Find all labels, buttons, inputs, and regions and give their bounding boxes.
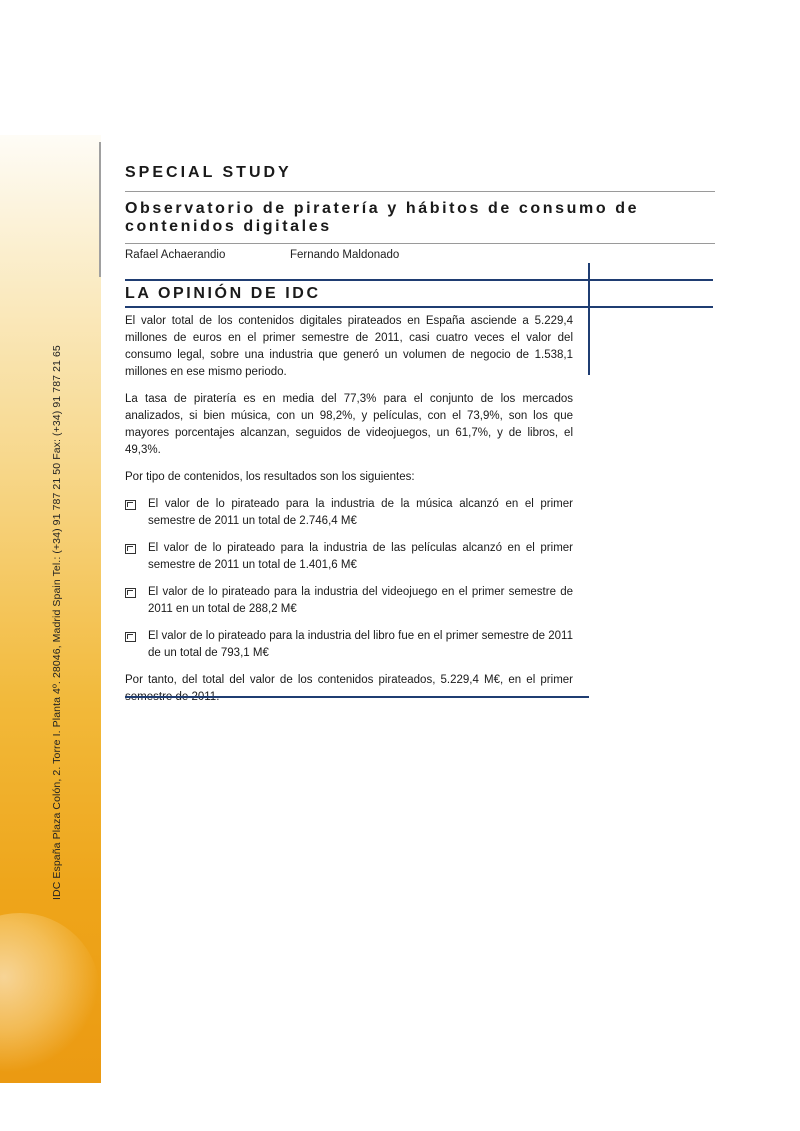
list-item-text: El valor de lo pirateado para la industria de las películas alcanzó en el primer semestre de 2011 un total de 1.401,6 M€ xyxy=(148,542,573,571)
section-bottom-rule xyxy=(125,306,713,308)
bullet-icon xyxy=(125,544,136,554)
sidebar-address: IDC España Plaza Colón, 2. Torre I. Planta 4º. 28046, Madrid Spain Tel.: (+34) 91 787 21 50 Fax: (+34) 91 787 21 65 xyxy=(51,345,63,900)
section-vertical-rule xyxy=(588,263,590,375)
list-item-text: El valor de lo pirateado para la industria del libro fue en el primer semestre de 2011 de un total de 793,1 M€ xyxy=(148,630,573,659)
sidebar-divider xyxy=(99,142,101,277)
title-rule xyxy=(125,243,715,244)
bullet-icon xyxy=(125,500,136,510)
paragraph: La tasa de piratería es en media del 77,3% para el conjunto de los mercados analizados, si bien música, con un 98,2%, y películas, con el 73,9%, son los que mayores porcentajes alcanzan, seguidos de videojuegos, un 61,7%, y de libros, el 49,3%. xyxy=(125,393,573,456)
author-2: Fernando Maldonado xyxy=(290,249,400,261)
paragraph: El valor total de los contenidos digitales pirateados en España asciende a 5.229,4 millones de euros en el primer semestre de 2011, casi cuatro veces el valor del consumo legal, sobre una industria que generó un volumen de negocio de 1.538,1 millones en ese mismo periodo. xyxy=(125,315,573,378)
author-1: Rafael Achaerandio xyxy=(125,249,226,261)
bullet-icon xyxy=(125,588,136,598)
list-item xyxy=(125,628,573,662)
section-title: LA OPINIÓN DE IDC xyxy=(125,285,321,302)
study-label: SPECIAL STUDY xyxy=(125,164,292,181)
conclusion-paragraph: Por tanto, del total del valor de los contenidos pirateados, 5.229,4 M€, en el primer xyxy=(125,674,573,686)
list-item xyxy=(125,496,573,530)
document-title: Observatorio de piratería y hábitos de consumo de contenidos digitales xyxy=(125,200,640,235)
section-top-rule xyxy=(125,279,713,281)
globe-watermark xyxy=(0,913,100,1073)
list-item xyxy=(125,584,573,618)
list-item-text: El valor de lo pirateado para la industria de la música alcanzó en el primer semestre de 2011 un total de 2.746,4 M€ xyxy=(148,498,573,527)
paragraph: Por tipo de contenidos, los resultados son los siguientes: xyxy=(125,471,415,483)
bullet-icon xyxy=(125,632,136,642)
list-item-text: El valor de lo pirateado para la industria del videojuego en el primer semestre de 2011 en un total de 288,2 M€ xyxy=(148,586,573,615)
section-body xyxy=(125,313,573,716)
header-rule xyxy=(125,191,715,192)
list-item xyxy=(125,540,573,574)
section-end-rule xyxy=(125,696,589,698)
